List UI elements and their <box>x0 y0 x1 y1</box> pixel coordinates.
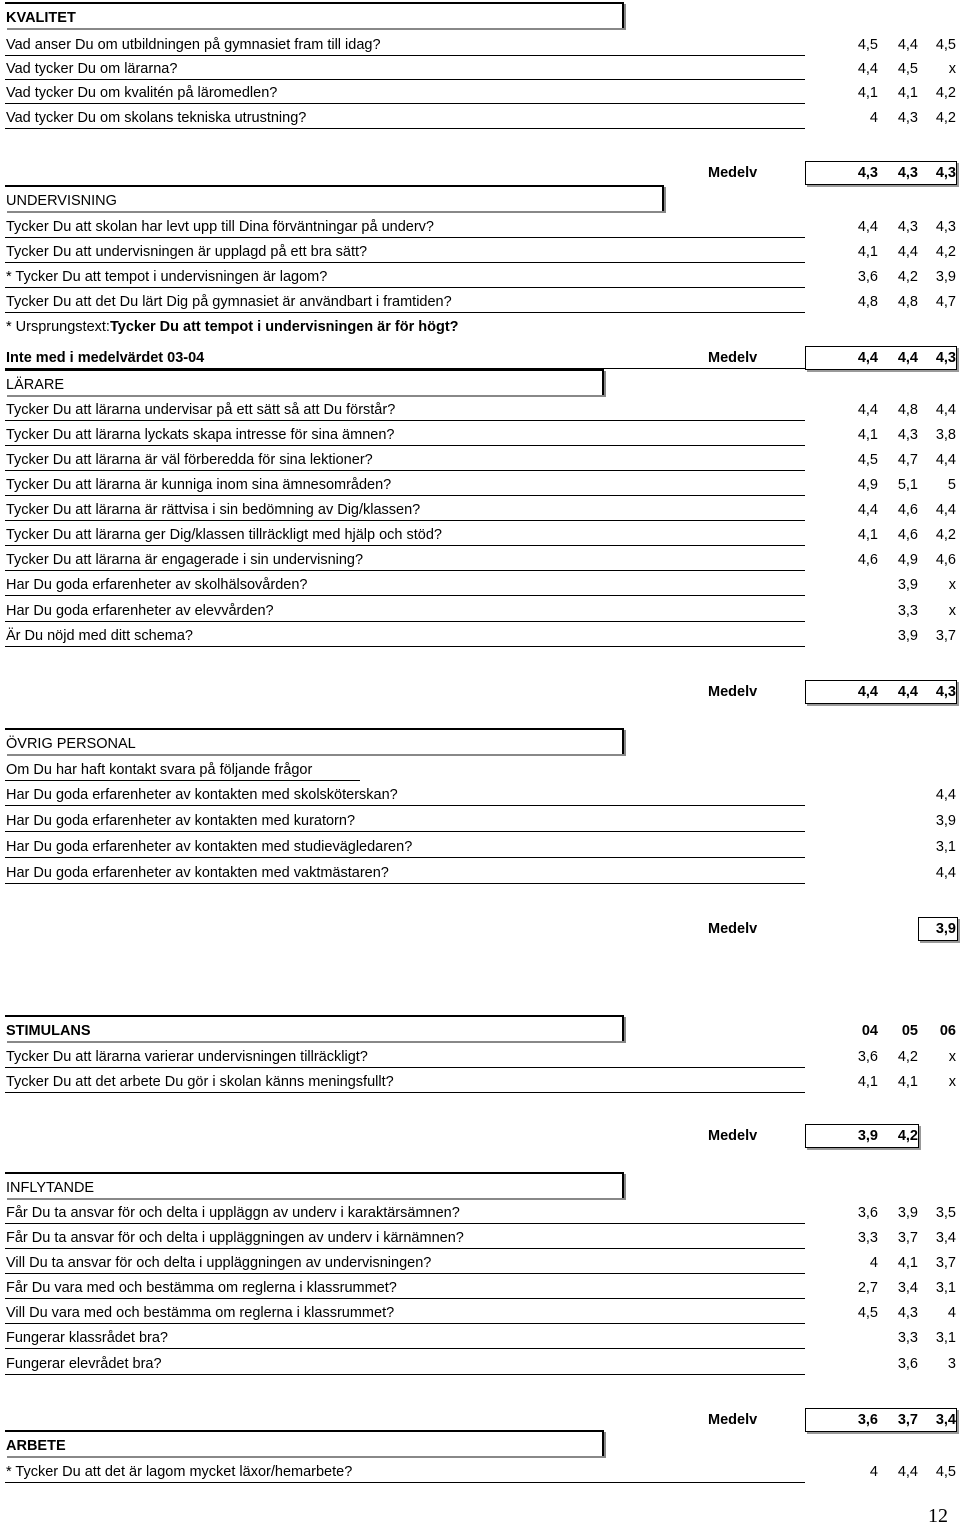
row-line <box>5 55 805 56</box>
value: 4,1 <box>857 85 878 101</box>
medel-value: 4,3 <box>935 350 956 366</box>
question: Får Du vara med och bestämma om reglerna i klassrummet? <box>6 1280 397 1296</box>
row-line <box>5 520 805 521</box>
value: 3,6 <box>857 1205 878 1221</box>
row-line <box>5 621 805 622</box>
value: x <box>948 1074 956 1090</box>
year-header: 05 <box>901 1023 918 1039</box>
value: 4 <box>947 1305 956 1321</box>
question: Är Du nöjd med ditt schema? <box>6 628 193 644</box>
value: 4,2 <box>897 1049 918 1065</box>
medel-value: 4,3 <box>935 684 956 700</box>
value: 3,6 <box>857 269 878 285</box>
row-line <box>5 1374 805 1375</box>
question: Tycker Du att lärarna är engagerade i sin undervisning? <box>6 552 364 568</box>
question: Tycker Du att lärarna undervisar på ett sätt så att Du förstår? <box>6 402 396 418</box>
value: 3,8 <box>935 427 956 443</box>
value: 4,4 <box>857 502 878 518</box>
value: 4,4 <box>857 402 878 418</box>
row-line <box>5 1248 805 1249</box>
value: 3,4 <box>897 1280 918 1296</box>
value: 4,4 <box>935 787 956 803</box>
value: 4,3 <box>897 219 918 235</box>
question: * Tycker Du att det är lagom mycket läxor/hemarbete? <box>6 1464 353 1480</box>
value: 4,2 <box>935 527 956 543</box>
question: Tycker Du att skolan har levt upp till Dina förväntningar på underv? <box>6 219 434 235</box>
medel-label: Medelv <box>708 165 758 181</box>
row-line <box>5 1067 805 1068</box>
row-line <box>5 1482 805 1483</box>
value: 4,2 <box>935 85 956 101</box>
value: 4 <box>869 1464 878 1480</box>
section-title-stimulans: STIMULANS <box>6 1023 91 1039</box>
value: 4,3 <box>897 1305 918 1321</box>
medel-label: Medelv <box>708 350 758 366</box>
section-frame-larare <box>5 369 604 395</box>
question: Fungerar klassrådet bra? <box>6 1330 168 1346</box>
medel-label: Medelv <box>708 1412 758 1428</box>
value: 4,5 <box>897 61 918 77</box>
medel-value: 4,3 <box>857 165 878 181</box>
value: 4 <box>869 110 878 126</box>
value: 4,7 <box>897 452 918 468</box>
row-line <box>5 287 805 288</box>
value: 4,7 <box>935 294 956 310</box>
page-number: 12 <box>928 1505 948 1527</box>
value: x <box>948 1049 956 1065</box>
value: 4,2 <box>897 269 918 285</box>
medel-value: 4,2 <box>897 1128 918 1144</box>
section-title-inflytande: INFLYTANDE <box>6 1180 95 1196</box>
intro-text: Om Du har haft kontakt svara på följande frågor <box>6 762 313 778</box>
question: Tycker Du att lärarna är kunniga inom sina ämnesområden? <box>6 477 392 493</box>
value: 4,1 <box>857 1074 878 1090</box>
section-title-arbete: ARBETE <box>6 1438 66 1454</box>
value: 4,3 <box>935 219 956 235</box>
question: Tycker Du att lärarna ger Dig/klassen tillräckligt med hjälp och stöd? <box>6 527 442 543</box>
value: 3 <box>947 1356 956 1372</box>
row-line <box>5 595 805 596</box>
row-line <box>5 805 805 806</box>
value: 2,7 <box>857 1280 878 1296</box>
section-title-ovrig: ÖVRIG PERSONAL <box>6 736 136 752</box>
value: 4,3 <box>897 427 918 443</box>
question: Tycker Du att lärarna är väl förberedda för sina lektioner? <box>6 452 373 468</box>
value: 4,4 <box>935 452 956 468</box>
medel-value: 4,3 <box>935 165 956 181</box>
value: 3,9 <box>897 628 918 644</box>
value: 3,6 <box>857 1049 878 1065</box>
row-line <box>5 79 805 80</box>
value: 4,4 <box>897 37 918 53</box>
value: 4,9 <box>857 477 878 493</box>
question: Tycker Du att det Du lärt Dig på gymnasiet är användbart i framtiden? <box>6 294 452 310</box>
value: 3,1 <box>935 1280 956 1296</box>
value: 4,6 <box>935 552 956 568</box>
row-line <box>5 1092 805 1093</box>
row-line <box>5 312 805 313</box>
value: 4,2 <box>935 110 956 126</box>
section-frame-inflytande <box>5 1172 624 1198</box>
value: 4,4 <box>857 61 878 77</box>
question: Har Du goda erfarenheter av kontakten med vaktmästaren? <box>6 865 389 881</box>
question: Har Du goda erfarenheter av elevvården? <box>6 603 274 619</box>
question: Vad tycker Du om skolans tekniska utrustning? <box>6 110 307 126</box>
value: 3,9 <box>935 269 956 285</box>
value: 4,4 <box>897 1464 918 1480</box>
value: 4,1 <box>897 1074 918 1090</box>
section-title-undervisning: UNDERVISNING <box>6 193 117 209</box>
medel-value: 4,4 <box>897 684 918 700</box>
value: 4,6 <box>857 552 878 568</box>
value: 3,4 <box>935 1230 956 1246</box>
medel-label: Medelv <box>708 1128 758 1144</box>
value: 4,6 <box>897 502 918 518</box>
value: 3,7 <box>935 628 956 644</box>
question: Vill Du vara med och bestämma om reglerna i klassrummet? <box>6 1305 395 1321</box>
medel-value: 3,9 <box>857 1128 878 1144</box>
medel-value: 4,4 <box>857 350 878 366</box>
row-line <box>5 831 805 832</box>
question: Tycker Du att lärarna är rättvisa i sin bedömning av Dig/klassen? <box>6 502 421 518</box>
row-line <box>5 470 805 471</box>
question: Tycker Du att lärarna varierar undervisningen tillräckligt? <box>6 1049 368 1065</box>
row-line <box>5 1223 805 1224</box>
row-line <box>5 495 805 496</box>
question: Vad tycker Du om kvalitén på läromedlen? <box>6 85 278 101</box>
value: 3,6 <box>897 1356 918 1372</box>
medel-value: 3,9 <box>935 921 956 937</box>
value: 4,4 <box>935 865 956 881</box>
medel-value: 4,3 <box>897 165 918 181</box>
value: 3,3 <box>897 603 918 619</box>
footnote-original: Tycker Du att tempot i undervisningen är för högt? <box>109 319 459 335</box>
row-line <box>5 128 805 129</box>
row-line <box>5 103 805 104</box>
value: 4 <box>869 1255 878 1271</box>
question: Tycker Du att lärarna lyckats skapa intresse för sina ämnen? <box>6 427 395 443</box>
value: 4,4 <box>857 219 878 235</box>
row-line <box>5 883 805 884</box>
row-line <box>5 646 805 647</box>
value: 3,1 <box>935 839 956 855</box>
value: 3,3 <box>897 1330 918 1346</box>
value: 3,3 <box>857 1230 878 1246</box>
value: 4,5 <box>857 37 878 53</box>
note-not-in-average: Inte med i medelvärdet 03-04 <box>6 350 205 366</box>
question: Har Du goda erfarenheter av kontakten med kuratorn? <box>6 813 356 829</box>
question: Vill Du ta ansvar för och delta i uppläggningen av undervisningen? <box>6 1255 432 1271</box>
row-line <box>5 1273 805 1274</box>
value: 3,1 <box>935 1330 956 1346</box>
medel-value: 4,4 <box>857 684 878 700</box>
value: 3,7 <box>897 1230 918 1246</box>
value: 3,9 <box>897 1205 918 1221</box>
value: 4,9 <box>897 552 918 568</box>
question: Har Du goda erfarenheter av kontakten med studievägledaren? <box>6 839 413 855</box>
row-line <box>5 1348 805 1349</box>
question: Fungerar elevrådet bra? <box>6 1356 162 1372</box>
row-line <box>5 1323 805 1324</box>
section-frame-arbete <box>5 1430 604 1456</box>
medel-value: 3,6 <box>857 1412 878 1428</box>
value: 3,9 <box>935 813 956 829</box>
question: Vad tycker Du om lärarna? <box>6 61 178 77</box>
value: 4,1 <box>857 527 878 543</box>
row-line <box>5 1298 805 1299</box>
value: 4,4 <box>897 244 918 260</box>
section-frame-kvalitet <box>5 2 624 28</box>
value: 3,5 <box>935 1205 956 1221</box>
value: 4,1 <box>857 427 878 443</box>
row-line <box>5 445 805 446</box>
value: 4,5 <box>857 452 878 468</box>
medel-value: 4,4 <box>897 350 918 366</box>
row-line <box>5 262 805 263</box>
value: 4,8 <box>857 294 878 310</box>
section-title-larare: LÄRARE <box>6 377 65 393</box>
row-line <box>5 420 805 421</box>
question: Får Du ta ansvar för och delta i uppläggningen av underv i kärnämnen? <box>6 1230 464 1246</box>
value: 4,4 <box>935 402 956 418</box>
question: Har Du goda erfarenheter av skolhälsovården? <box>6 577 308 593</box>
value: 4,8 <box>897 402 918 418</box>
row-line <box>5 780 360 781</box>
value: 4,1 <box>897 85 918 101</box>
value: x <box>948 577 956 593</box>
value: 4,2 <box>935 244 956 260</box>
value: 5 <box>947 477 956 493</box>
row-line <box>5 570 805 571</box>
value: x <box>948 61 956 77</box>
medel-value: 3,7 <box>897 1412 918 1428</box>
medel-value: 3,4 <box>935 1412 956 1428</box>
row-line <box>5 237 805 238</box>
section-title-kvalitet: KVALITET <box>6 10 76 26</box>
value: 4,8 <box>897 294 918 310</box>
row-line <box>5 545 805 546</box>
row-line <box>5 857 805 858</box>
value: 4,1 <box>857 244 878 260</box>
question: Tycker Du att det arbete Du gör i skolan känns meningsfullt? <box>6 1074 394 1090</box>
question: * Tycker Du att tempot i undervisningen är lagom? <box>6 269 328 285</box>
value: 4,5 <box>857 1305 878 1321</box>
question: Har Du goda erfarenheter av kontakten med skolsköterskan? <box>6 787 398 803</box>
question: Får Du ta ansvar för och delta i uppläggn av underv i karaktärsämnen? <box>6 1205 460 1221</box>
value: 3,9 <box>897 577 918 593</box>
year-header: 06 <box>939 1023 956 1039</box>
value: 4,5 <box>935 37 956 53</box>
question: Tycker Du att undervisningen är upplagd på ett bra sätt? <box>6 244 368 260</box>
year-header: 04 <box>861 1023 878 1039</box>
value: 4,6 <box>897 527 918 543</box>
value: x <box>948 603 956 619</box>
value: 4,3 <box>897 110 918 126</box>
section-frame-stimulans <box>5 1015 624 1041</box>
value: 4,1 <box>897 1255 918 1271</box>
medel-label: Medelv <box>708 684 758 700</box>
question: Vad anser Du om utbildningen på gymnasiet fram till idag? <box>6 37 381 53</box>
footnote <box>6 318 459 336</box>
footnote-prefix: * Ursprungstext: <box>6 319 110 335</box>
value: 4,5 <box>935 1464 956 1480</box>
medel-label: Medelv <box>708 921 758 937</box>
value: 3,7 <box>935 1255 956 1271</box>
value: 4,4 <box>935 502 956 518</box>
value: 5,1 <box>897 477 918 493</box>
